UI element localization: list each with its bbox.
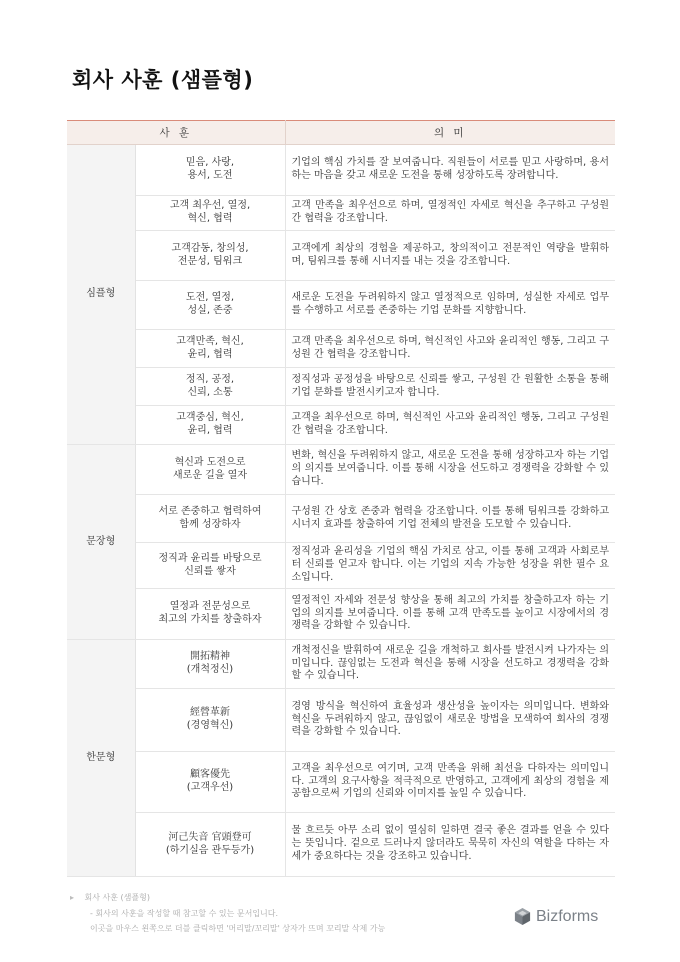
motto-line: 혁신, 협력 xyxy=(187,213,233,224)
table-row xyxy=(67,406,615,445)
motto-line: 顧客優先 xyxy=(190,769,230,781)
motto-line: 윤리, 협력 xyxy=(187,348,233,360)
meaning-cell: 고객을 최우선으로 여기며, 고객 만족을 위해 최선을 다하자는 의미입니다. 고객의 요구사항을 적극적으로 반영하고, 고객에게 최상의 경험을 제공함으로써 기업의 신뢰와 이미지를 높일 수 있습니다. xyxy=(285,752,615,813)
table-row xyxy=(67,281,615,330)
motto-line: 經營革新 xyxy=(190,707,230,719)
motto-cell xyxy=(135,406,285,445)
meaning-cell: 정직성과 공정성을 바탕으로 신뢰를 쌓고, 구성원 간 원활한 소통을 통해 기업 문화를 발전시키고자 합니다. xyxy=(285,368,615,406)
motto-line: 전문성, 팀워크 xyxy=(177,255,243,267)
motto-line: 도전, 열정, xyxy=(185,292,235,304)
meaning-cell: 물 흐르듯 아무 소리 없이 열심히 일하면 결국 좋은 결과를 얻을 수 있다는 뜻입니다. 겉으로 드러나지 않더라도 묵묵히 자신의 역할을 다하는 자세가 중요하다는 것을 강조하고 있습니다. xyxy=(285,813,615,877)
footer-line-2: 이곳을 마우스 왼쪽으로 더블 클릭하면 '머리말/꼬리말' 상자가 뜨며 꼬리말 삭제 가능 xyxy=(90,924,386,933)
meaning-cell: 열정적인 자세와 전문성 향상을 통해 최고의 가치를 창출하고자 하는 기업의 의지를 보여줍니다. 이를 통해 고객 만족도를 높이고 시장에서의 경쟁력을 강화할 수 있습니다. xyxy=(285,589,615,640)
motto-line: 河己失音 官頭登可 xyxy=(168,831,252,843)
motto-cell xyxy=(135,196,285,231)
table-row xyxy=(67,589,615,640)
table-row xyxy=(67,445,615,495)
motto-line: 최고의 가치를 창출하자 xyxy=(158,614,262,625)
motto-line: 고객감동, 창의성, xyxy=(171,242,249,254)
motto-cell xyxy=(135,640,285,689)
motto-line: 믿음, 사랑, xyxy=(185,157,235,169)
footer-line-1: - 회사의 사훈을 작성할 때 참고할 수 있는 문서입니다. xyxy=(90,908,279,918)
table-header-row xyxy=(67,121,615,145)
category-cell: 심플형 xyxy=(67,145,135,445)
motto-line: (고객우선) xyxy=(186,782,234,793)
meaning-cell: 개척정신을 발휘하여 새로운 길을 개척하고 회사를 발전시켜 나가자는 의미입니다. 끊임없는 도전과 혁신을 통해 시장을 선도하고 경쟁력을 강화할 수 있습니다. xyxy=(285,640,615,689)
footer-bullet-icon: ▸ xyxy=(70,893,75,902)
motto-cell xyxy=(135,445,285,495)
meaning-cell: 구성원 간 상호 존중과 협력을 강조합니다. 이를 통해 팀워크를 강화하고 시너지 효과를 창출하여 기업 전체의 발전을 도모할 수 있습니다. xyxy=(285,495,615,543)
category-cell: 한문형 xyxy=(67,640,135,877)
motto-line: 함께 성장하자 xyxy=(179,518,241,530)
motto-table xyxy=(67,120,615,877)
motto-cell xyxy=(135,281,285,330)
motto-line: 정직, 공정, xyxy=(185,373,235,385)
header-meaning: 의 미 xyxy=(285,121,615,145)
table-row xyxy=(67,543,615,589)
motto-line: 윤리, 협력 xyxy=(187,425,233,436)
motto-line: 고객 최우선, 열정, xyxy=(169,200,251,212)
cube-logo-icon xyxy=(513,907,532,926)
motto-line: 고객만족, 혁신, xyxy=(176,335,244,347)
motto-line: 혁신과 도전으로 xyxy=(174,456,246,468)
motto-cell xyxy=(135,495,285,543)
table-row xyxy=(67,495,615,543)
meaning-cell: 고객 만족을 최우선으로 하며, 혁신적인 사고와 윤리적인 행동, 그리고 구성원 간 협력을 강조합니다. xyxy=(285,330,615,368)
motto-line: 신뢰, 소통 xyxy=(187,386,233,398)
table-row xyxy=(67,368,615,406)
motto-cell xyxy=(135,368,285,406)
meaning-cell: 변화, 혁신을 두려워하지 않고, 새로운 도전을 통해 성장하고자 하는 기업의 의지를 보여줍니다. 이를 통해 시장을 선도하고 경쟁력을 강화할 수 있습니다. xyxy=(285,445,615,495)
bizforms-logo xyxy=(513,907,598,926)
motto-line: 용서, 도전 xyxy=(187,170,233,181)
footer-note xyxy=(70,890,385,937)
table-row xyxy=(67,813,615,877)
motto-line: (경영혁신) xyxy=(186,720,234,731)
meaning-cell: 고객에게 최상의 경험을 제공하고, 창의적이고 전문적인 역량을 발휘하며, 팀워크를 통해 시너지를 내는 것을 강조합니다. xyxy=(285,231,615,281)
meaning-cell: 고객 만족을 최우선으로 하며, 열정적인 자세로 혁신을 추구하고 구성원 간 협력을 강조합니다. xyxy=(285,196,615,231)
motto-line: 開拓精神 xyxy=(190,651,230,663)
motto-line: 신뢰를 쌓자 xyxy=(184,565,236,577)
motto-cell xyxy=(135,689,285,752)
table-row xyxy=(67,330,615,368)
motto-cell xyxy=(135,589,285,640)
motto-line: 정직과 윤리를 바탕으로 xyxy=(158,552,262,564)
meaning-cell: 새로운 도전을 두려워하지 않고 열정적으로 임하며, 성실한 자세로 업무를 수행하고 서로를 존중하는 기업 문화를 지향합니다. xyxy=(285,281,615,330)
motto-line: 서로 존중하고 협력하여 xyxy=(158,505,262,517)
meaning-cell: 정직성과 윤리성을 기업의 핵심 가치로 삼고, 이를 통해 고객과 사회로부터 신뢰를 얻고자 합니다. 이는 기업의 지속 가능한 성장을 위한 필수 요소입니다. xyxy=(285,543,615,589)
table-row xyxy=(67,752,615,813)
motto-cell xyxy=(135,813,285,877)
category-cell: 문장형 xyxy=(67,445,135,640)
motto-line: (하기실음 관두등가) xyxy=(165,844,255,856)
table-row xyxy=(67,640,615,689)
table-body xyxy=(67,145,615,877)
meaning-cell: 기업의 핵심 가치를 잘 보여줍니다. 직원들이 서로를 믿고 사랑하며, 용서하는 마음을 갖고 새로운 도전을 통해 성장하도록 장려합니다. xyxy=(285,145,615,196)
meaning-cell: 경영 방식을 혁신하여 효율성과 생산성을 높이자는 의미입니다. 변화와 혁신을 두려워하지 않고, 끊임없이 새로운 방법을 모색하여 회사의 경쟁력을 강화할 수 있습니다. xyxy=(285,689,615,752)
motto-line: 성실, 존중 xyxy=(187,305,233,316)
table-row xyxy=(67,231,615,281)
meaning-cell: 고객을 최우선으로 하며, 혁신적인 사고와 윤리적인 행동, 그리고 구성원 간 협력을 강조합니다. xyxy=(285,406,615,445)
table-row xyxy=(67,196,615,231)
motto-cell xyxy=(135,231,285,281)
table-row xyxy=(67,145,615,196)
logo-text: Bizforms xyxy=(536,907,599,925)
motto-line: 고객중심, 혁신, xyxy=(176,412,244,424)
motto-line: 열정과 전문성으로 xyxy=(169,601,251,613)
motto-cell xyxy=(135,330,285,368)
footer-title: 회사 사훈 (샘플형) xyxy=(84,893,150,902)
motto-cell xyxy=(135,752,285,813)
header-motto: 사 훈 xyxy=(67,121,285,145)
page-title: 회사 사훈 (샘플형) xyxy=(72,68,254,92)
motto-cell xyxy=(135,145,285,196)
motto-line: 새로운 길을 열자 xyxy=(173,469,247,481)
motto-cell xyxy=(135,543,285,589)
table-row xyxy=(67,689,615,752)
motto-line: (개척정신) xyxy=(186,664,234,675)
